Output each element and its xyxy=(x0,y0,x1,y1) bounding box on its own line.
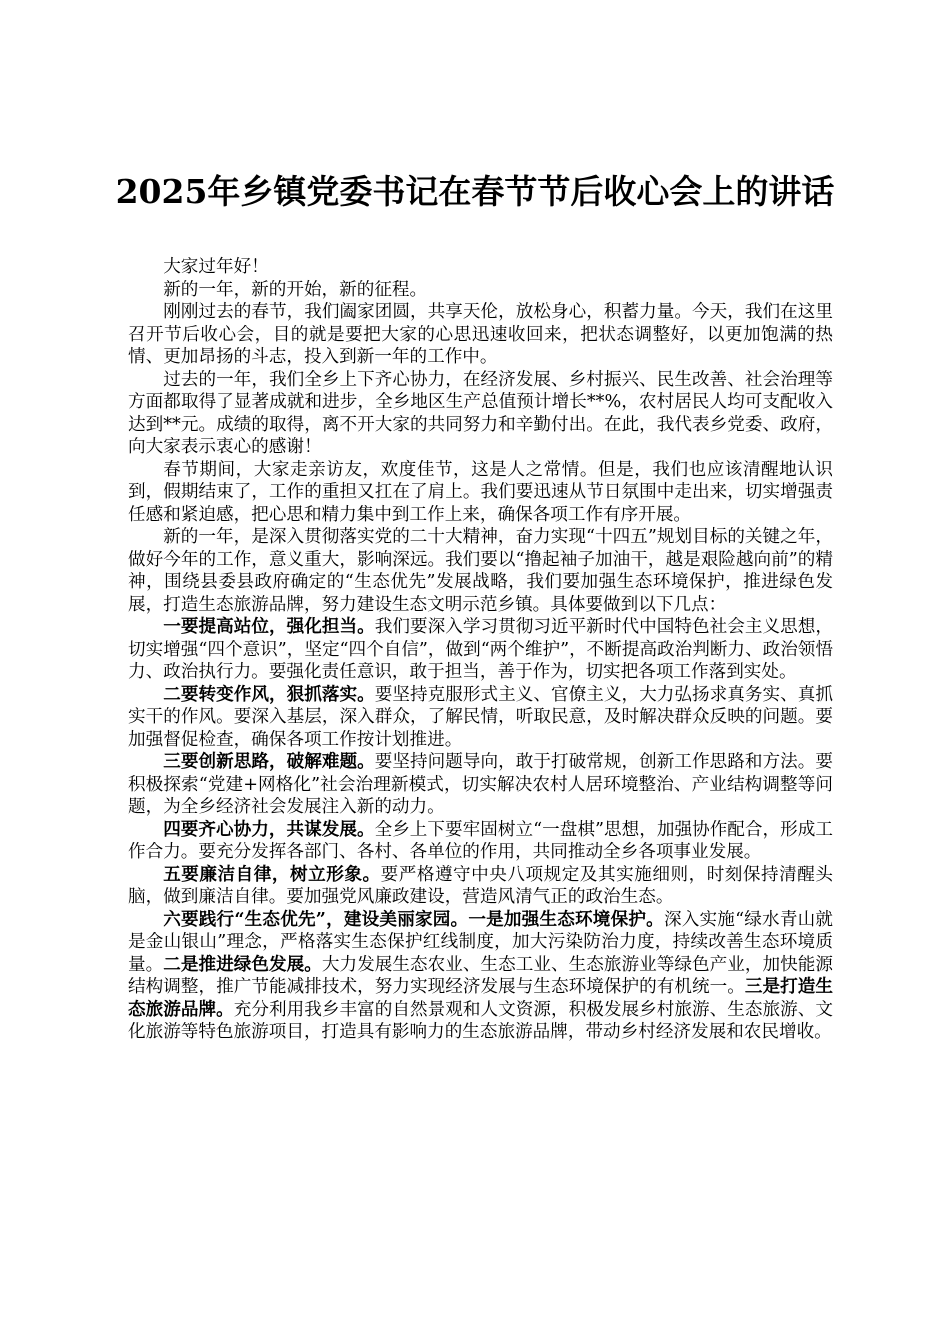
greeting-paragraph: 大家过年好！ xyxy=(163,257,269,277)
section-2-body: 要坚持克服形式主义、官僚主义，大力弘扬求真务实、真抓实干的作风。要深入基层，深入群众，了解民情，听取民意，及时解决群众反映的问题。要加强督促检查，确保各项工作按计划推进。 xyxy=(128,684,833,750)
section-1 xyxy=(128,616,833,684)
document-body xyxy=(128,256,833,1044)
opening-paragraph: 新的一年，新的开始，新的征程。 xyxy=(163,279,428,300)
section-5 xyxy=(128,864,833,909)
section-3 xyxy=(128,751,833,819)
section-6-sub1-heading: 一是加强生态环境保护。 xyxy=(468,908,664,930)
section-4 xyxy=(128,819,833,864)
section-6-sub2-heading: 二是推进绿色发展。 xyxy=(163,953,322,975)
paragraph-spring-festival: 刚刚过去的春节，我们阖家团圆，共享天伦，放松身心，积蓄力量。今天，我们在这里召开节后收心会，目的就是要把大家的心思迅速收回来，把状态调整好，以更加饱满的热情、更加昂扬的斗志，投入到新一年的工作中。 xyxy=(128,302,833,367)
section-4-body: 全乡上下要牢固树立“一盘棋”思想，加强协作配合，形成工作合力。要充分发挥各部门、各村、各单位的作用，共同推动全乡各项事业发展。 xyxy=(128,819,833,862)
section-2-heading: 二要转变作风，狠抓落实。 xyxy=(163,683,375,705)
section-6-heading: 六要践行“生态优先”，建设美丽家园。 xyxy=(163,908,469,930)
paragraph-last-year: 过去的一年，我们全乡上下齐心协力，在经济发展、乡村振兴、民生改善、社会治理等方面都取得了显著成就和进步，全乡地区生产总值预计增长**%，农村居民人均可支配收入达到**元。成绩的取得，离不开大家的共同努力和辛勤付出。在此，我代表乡党委、政府，向大家表示衷心的感谢！ xyxy=(128,369,833,457)
section-6-sub3-body: 充分利用我乡丰富的自然景观和人文资源，积极发展乡村旅游、生态旅游、文化旅游等特色旅游项目，打造具有影响力的生态旅游品牌，带动乡村经济发展和农民增收。 xyxy=(128,999,833,1042)
document-title: 2025年乡镇党委书记在春节节后收心会上的讲话 xyxy=(115,172,835,211)
paragraph-holiday: 春节期间，大家走亲访友，欢度佳节，这是人之常情。但是，我们也应该清醒地认识到，假期结束了，工作的重担又扛在了肩上。我们要迅速从节日氛围中走出来，切实增强责任感和紧迫感，把心思和精力集中到工作上来，确保各项工作有序开展。 xyxy=(128,459,833,525)
paragraph-new-year: 新的一年，是深入贯彻落实党的二十大精神，奋力实现“十四五”规划目标的关键之年，做好今年的工作，意义重大，影响深远。我们要以“撸起袖子加油干，越是艰险越向前”的精神，围绕县委县政府确定的“生态优先”发展战略，我们要加强生态环境保护，推进绿色发展，打造生态旅游品牌，努力建设生态文明示范乡镇。具体要做到以下几点： xyxy=(128,527,833,615)
section-5-heading: 五要廉洁自律，树立形象。 xyxy=(163,863,381,885)
section-6 xyxy=(128,909,833,1044)
section-6-sub3-heading: 三是打造生态旅游品牌。 xyxy=(128,976,833,1020)
section-1-body: 我们要深入学习贯彻习近平新时代中国特色社会主义思想，切实增强“四个意识”，坚定“四个自信”，做到“两个维护”，不断提高政治判断力、政治领悟力、政治执行力。要强化责任意识，敢于担当，善于作为，切实把各项工作落到实处。 xyxy=(128,617,833,682)
section-2 xyxy=(128,684,833,752)
section-1-heading: 一要提高站位，强化担当。 xyxy=(163,616,375,637)
section-3-heading: 三要创新思路，破解难题。 xyxy=(163,751,375,772)
section-6-sub2-body: 大力发展生态农业、生态工业、生态旅游业等绿色产业，加快能源结构调整，推广节能减排技术，努力实现经济发展与生态环境保护的有机统一。 xyxy=(128,954,833,997)
section-4-heading: 四要齐心协力，共谋发展。 xyxy=(163,818,375,840)
section-6-sub1-body: 深入实施“绿水青山就是金山银山”理念，严格落实生态保护红线制度，加大污染防治力度，持续改善生态环境质量。 xyxy=(128,909,833,975)
section-3-body: 要坚持问题导向，敢于打破常规，创新工作思路和方法。要积极探索“党建+网格化”社会治理新模式，切实解决农村人居环境整治、产业结构调整等问题，为全乡经济社会发展注入新的动力。 xyxy=(128,752,833,817)
section-5-body: 要严格遵守中央八项规定及其实施细则，时刻保持清醒头脑，做到廉洁自律。要加强党风廉政建设，营造风清气正的政治生态。 xyxy=(128,864,833,907)
